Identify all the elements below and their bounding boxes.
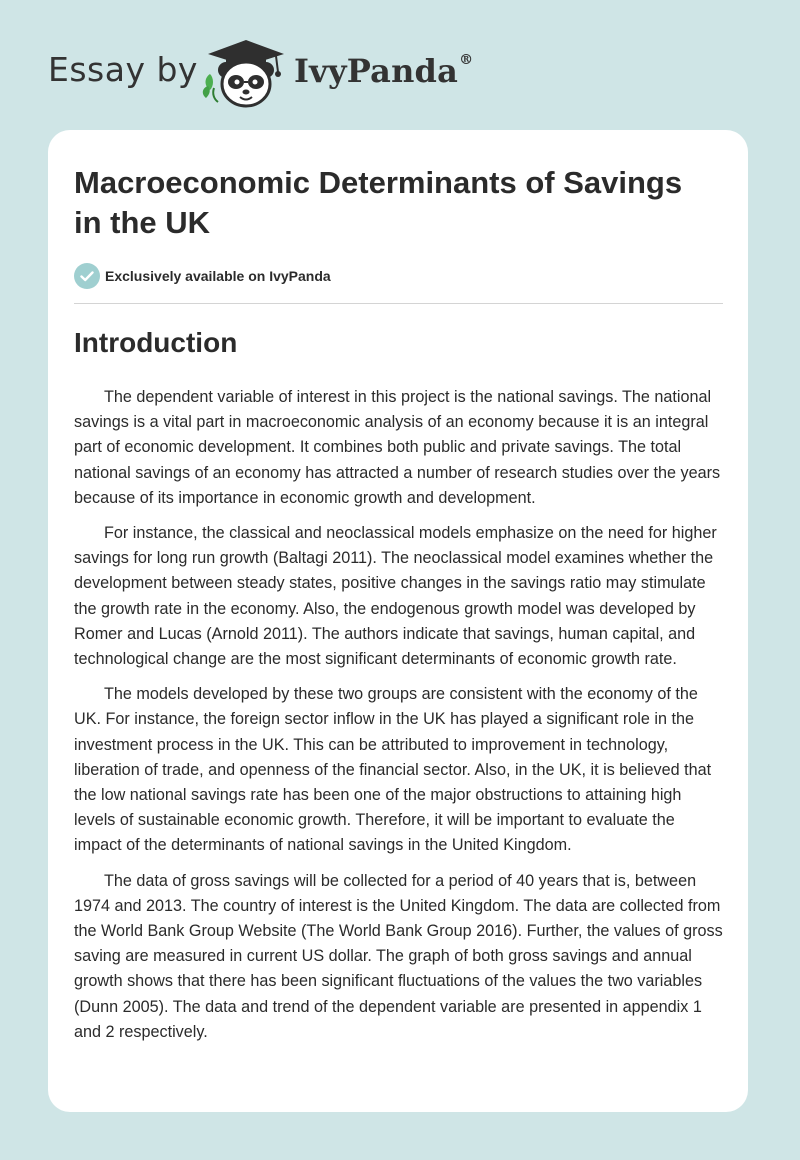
check-circle-icon bbox=[74, 263, 100, 289]
essay-card bbox=[48, 130, 748, 1112]
article-body bbox=[74, 385, 724, 1055]
paragraph: The dependent variable of interest in this project is the national savings. The national savings is a vital part in macroeconomic analysis of an economy because it is an integral part of economic development. It combines both public and private savings. The total national savings of an economy has attracted a number of research studies over the years because of its importance in economic growth and development. bbox=[74, 388, 721, 507]
exclusive-badge bbox=[74, 263, 331, 289]
registered-mark: ® bbox=[459, 52, 474, 69]
essay-by-label: Essay by bbox=[48, 50, 198, 89]
paragraph: For instance, the classical and neoclassical models emphasize on the need for higher savings for long run growth (Baltagi 2011). The neoclassical model examines whether the development between steady states, positive changes in the savings ratio may stimulate the growth rate in the economy. Also, the endogenous growth model was developed by Romer and Lucas (Arnold 2011). The authors indicate that savings, human capital, and technological change are the most significant determinants of economic growth rate. bbox=[74, 524, 717, 669]
paragraph: The data of gross savings will be collected for a period of 40 years that is, between 1974 and 2013. The country of interest is the United Kingdom. The data are collected from the World Bank Group Website (The World Bank Group 2016). Further, the values of gross saving are measured in current US dollar. The graph of both gross savings and annual growth shows that there has been significant fluctuations of the values the two variables (Dunn 2005). The data and trend of the dependent variable are presented in appendix 1 and 2 respectively. bbox=[74, 871, 723, 1041]
divider bbox=[74, 303, 723, 304]
section-title-introduction: Introduction bbox=[74, 327, 238, 358]
site-header bbox=[0, 0, 800, 130]
exclusive-badge-text: Exclusively available on IvyPanda bbox=[105, 268, 331, 284]
paragraph: The models developed by these two groups are consistent with the economy of the UK. For instance, the foreign sector inflow in the UK has played a significant role in the investment process in the UK. This can be attributed to improvement in technology, liberation of trade, and openness of the financial sector. Also, in the UK, it is believed that the low national savings rate has been one of the major obstructions to attaining high levels of sustainable economic growth. Therefore, it will be important to evaluate the impact of the determinants of national savings in the United Kingdom. bbox=[74, 685, 712, 855]
panda-graduate-icon[interactable] bbox=[196, 36, 294, 110]
brand-name[interactable]: IvyPanda® bbox=[294, 52, 474, 90]
page-title: Macroeconomic Determinants of Savings in the UK bbox=[74, 165, 683, 240]
